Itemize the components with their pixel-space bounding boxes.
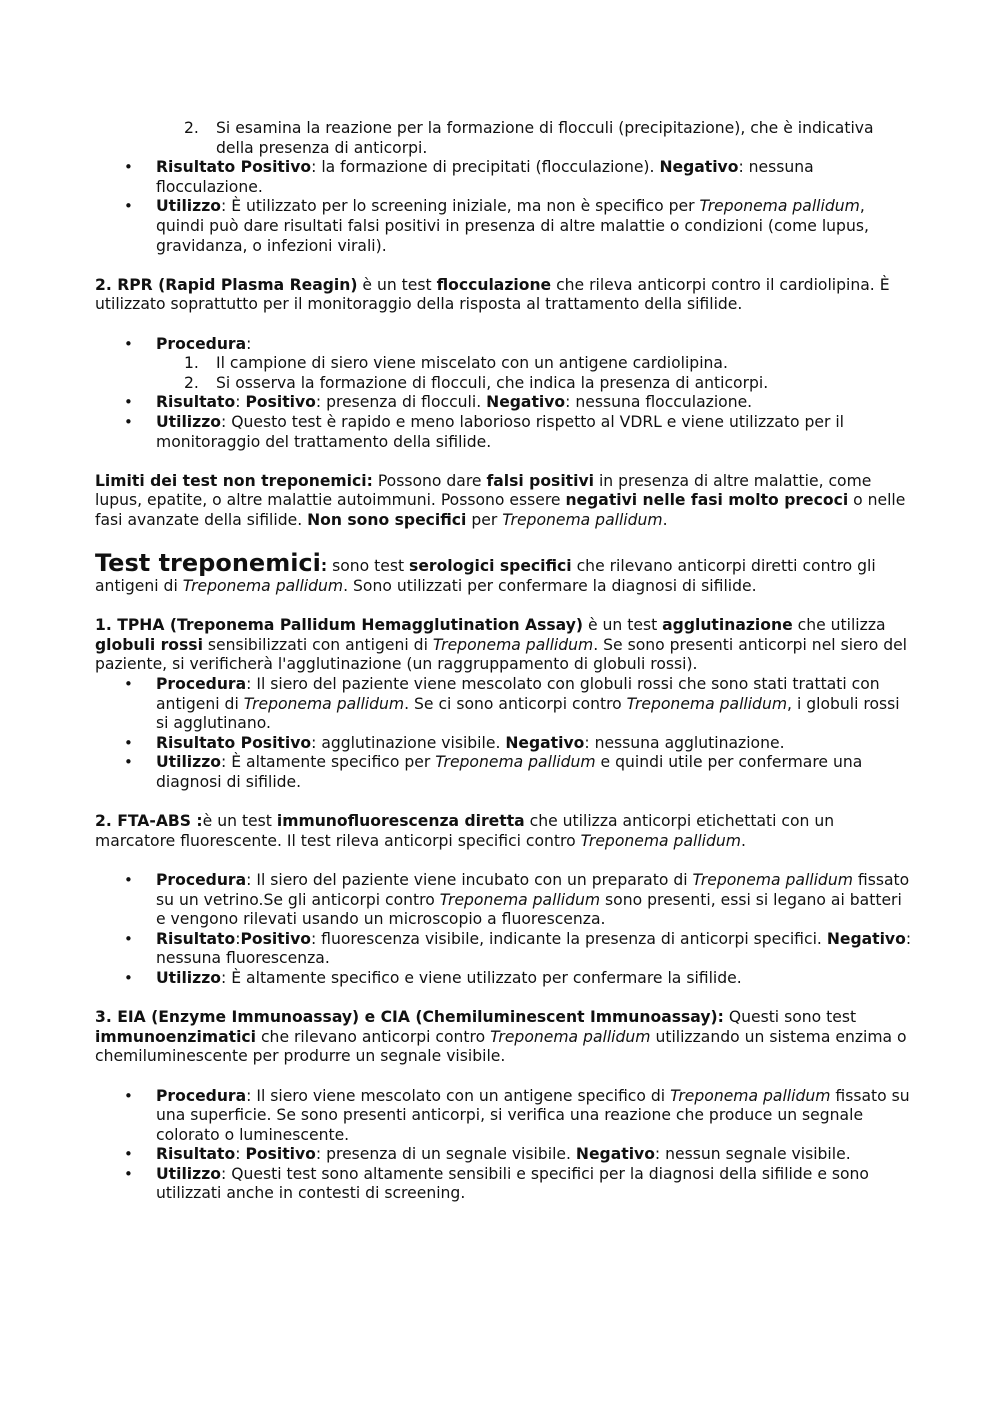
text: è un test [583,616,663,635]
bold-term: immunoenzimatici [95,1027,257,1046]
treponemal-intro-paragraph [95,549,915,596]
fta-paragraph [95,812,915,851]
list-item-use [95,197,915,256]
bold-term: flocculazione [436,275,552,294]
text: che rilevano anticorpi diretti contro gli antigeni di [95,557,876,596]
step-number: 2. [184,373,199,392]
text: , i globuli rossi si agglutinano. [156,694,900,733]
text: : [235,1145,246,1164]
list-item-use [95,413,915,452]
text: in presenza di altre malattie, come lupus, epatite, o altre malattie autoimmuni. Possono essere [95,471,872,510]
document-page [95,119,915,1204]
section-title-eia: 3. EIA (Enzyme Immunoassay) e CIA (Chemiluminescent Immunoassay): [95,1008,724,1027]
text: , quindi può dare risultati falsi positivi in presenza di altre malattie o condizioni (come lupus, gravidanza, o infezioni virali). [156,197,869,255]
species-name: Treponema pallidum [670,1086,831,1105]
bold-term: globuli rossi [95,635,203,654]
text: : [235,393,246,412]
text: : È altamente specifico per [221,753,436,772]
bold-term: Limiti dei test non treponemici: [95,471,373,490]
bold-term: immunofluorescenza diretta [276,812,525,831]
eia-paragraph [95,1008,915,1067]
text: è un test [202,812,277,831]
species-name: Treponema pallidum [182,577,344,596]
text: Questi sono test [723,1008,857,1027]
limits-paragraph [95,472,915,531]
rpr-paragraph [95,276,915,315]
step-number: 2. [184,119,199,137]
list-item-step [95,354,915,374]
text: sensibilizzati con antigeni di [202,635,433,654]
step-text: Si osserva la formazione di flocculi, che indica la presenza di anticorpi. [216,373,769,392]
text: . Se ci sono anticorpi contro [404,694,627,713]
species-name: Treponema pallidum [580,831,741,850]
bullet-icon: • [124,929,133,948]
list-item-result [95,1145,915,1165]
species-name: Treponema pallidum [699,197,860,216]
bullet-icon: • [124,1164,133,1183]
bullet-icon: • [124,675,133,694]
bullet-icon: • [124,334,133,353]
bullet-icon: • [124,753,133,772]
label-negative: Negativo [826,929,906,948]
label-use: Utilizzo [156,968,222,987]
label-negative: Negativo [486,393,566,412]
text: : presenza di un segnale visibile. [315,1145,576,1164]
text: che utilizza anticorpi etichettati con un marcatore fluorescente. Il test rileva anticorpi specifici contro [95,812,835,850]
text: e quindi utile per confermare una diagnosi di sifilide. [156,753,863,791]
species-name: Treponema pallidum [439,890,601,909]
list-item-procedure [95,675,915,734]
text: : nessuna flocculazione. [565,393,753,412]
bullet-icon: • [124,393,133,412]
list-item-result [95,930,915,969]
label-negative: Negativo [575,1145,655,1164]
label-procedure: Procedura [156,675,247,694]
text: per [466,510,503,529]
species-name: Treponema pallidum [490,1027,651,1046]
label-use: Utilizzo [156,1164,222,1183]
list-item-result [95,393,915,413]
text: : presenza di flocculi. [315,393,487,412]
text: : agglutinazione visibile. [311,733,506,752]
bold-term: falsi positivi [486,471,594,490]
text: utilizzando un sistema enzima o chemiluminescente per produrre un segnale visibile. [95,1027,907,1066]
text: : nessuna flocculazione. [156,158,814,196]
text: : Il siero del paziente viene mescolato con globuli rossi che sono stati trattati con antigeni di [156,675,880,713]
text: sono presenti, essi si legano ai batteri e vengono rilevati usando un microscopio a fluorescenza. [156,890,902,929]
section-title-fta: 2. FTA-ABS : [95,812,203,831]
bold-term: negativi nelle fasi molto precoci [565,491,849,510]
bullet-icon: • [124,870,133,889]
species-name: Treponema pallidum [502,510,663,529]
text: . Sono utilizzati per confermare la diagnosi di sifilide. [343,577,757,596]
text: : È altamente specifico e viene utilizzato per confermare la sifilide. [221,968,742,987]
text: sono test [327,557,410,576]
label-result: Risultato [156,1145,236,1164]
label-result: Risultato Positivo [156,733,312,752]
text: . [662,510,668,529]
text: : nessun segnale visibile. [654,1145,851,1164]
step-number: 1. [184,354,199,373]
text: : Questi test sono altamente sensibili e specifici per la diagnosi della sifilide e sono utilizzati anche in contesti di screening. [156,1164,869,1203]
text: che utilizza [792,616,886,635]
label-use: Utilizzo [156,412,222,431]
list-item-use [95,1165,915,1204]
section-heading: Test treponemici [95,549,321,578]
label-result: Risultato [156,393,236,412]
label-use: Utilizzo [156,197,222,216]
list-item-step [95,119,915,158]
text: o nelle fasi avanzate della sifilide. [95,491,906,529]
tpha-paragraph [95,616,915,675]
text: . Se sono presenti anticorpi nel siero del paziente, si verificherà l'agglutinazione (un raggruppamento di globuli rossi). [95,635,908,674]
bold-term: serologici specifici [409,557,572,576]
bullet-icon: • [124,158,133,177]
section-title-tpha: 1. TPHA (Treponema Pallidum Hemagglutination Assay) [95,616,583,635]
label-negative: Negativo [659,158,739,177]
text: : Il siero del paziente viene incubato con un preparato di [246,870,693,889]
bullet-icon: • [124,412,133,431]
label-use: Utilizzo [156,753,222,772]
list-item-step [95,374,915,394]
species-name: Treponema pallidum [626,694,788,713]
list-item-procedure [95,1087,915,1146]
text: : nessuna fluorescenza. [156,929,912,968]
bold-term: Non sono specifici [307,510,467,529]
text: : [246,334,252,353]
text: . [740,831,746,850]
label-result: Risultato Positivo [156,158,312,177]
list-item-result [95,734,915,754]
label-procedure: Procedura [156,334,247,353]
bullet-icon: • [124,1145,133,1164]
list-item-procedure [95,335,915,355]
species-name: Treponema pallidum [432,635,594,654]
text: : [320,557,328,576]
text: è un test [357,275,437,294]
label-procedure: Procedura [156,870,247,889]
text: : la formazione di precipitati (flocculazione). [311,158,660,177]
text: che rileva anticorpi contro il cardiolipina. È utilizzato soprattutto per il monitoraggio della risposta al trattamento della sifilide. [95,275,890,314]
list-item-use [95,969,915,989]
text: : [235,929,241,948]
list-item-procedure [95,871,915,930]
bullet-icon: • [124,733,133,752]
text: Possono dare [372,471,487,490]
step-text: Il campione di siero viene miscelato con un antigene cardiolipina. [216,354,728,373]
label-procedure: Procedura [156,1086,247,1105]
text: fissato su un vetrino.Se gli anticorpi contro [156,870,910,909]
label-positive: Positivo [240,929,311,948]
label-result: Risultato [156,929,236,948]
text: : fluorescenza visibile, indicante la presenza di anticorpi specifici. [310,929,827,948]
text: : Il siero viene mescolato con un antigene specifico di [246,1086,671,1105]
step-text: Si esamina la reazione per la formazione di flocculi (precipitazione), che è indicativa della presenza di anticorpi. [216,119,874,157]
section-title-rpr: 2. RPR (Rapid Plasma Reagin) [95,275,358,294]
text: : Questo test è rapido e meno laborioso rispetto al VDRL e viene utilizzato per il monitoraggio del trattamento della sifilide. [156,412,845,451]
species-name: Treponema pallidum [243,694,405,713]
label-positive: Positivo [245,393,316,412]
text: fissato su una superficie. Se sono presenti anticorpi, si verifica una reazione che produce un segnale colorato o luminescente. [156,1086,910,1144]
bullet-icon: • [124,197,133,216]
species-name: Treponema pallidum [435,753,596,772]
text: : È utilizzato per lo screening iniziale, ma non è specifico per [221,197,700,216]
text: che rilevano anticorpi contro [256,1027,491,1046]
label-negative: Negativo [505,733,585,752]
text: : nessuna agglutinazione. [584,733,785,752]
bullet-icon: • [124,1086,133,1105]
bold-term: agglutinazione [662,616,793,635]
list-item-use [95,753,915,792]
bullet-icon: • [124,968,133,987]
list-item-result [95,158,915,197]
label-positive: Positivo [245,1145,316,1164]
species-name: Treponema pallidum [692,870,853,889]
